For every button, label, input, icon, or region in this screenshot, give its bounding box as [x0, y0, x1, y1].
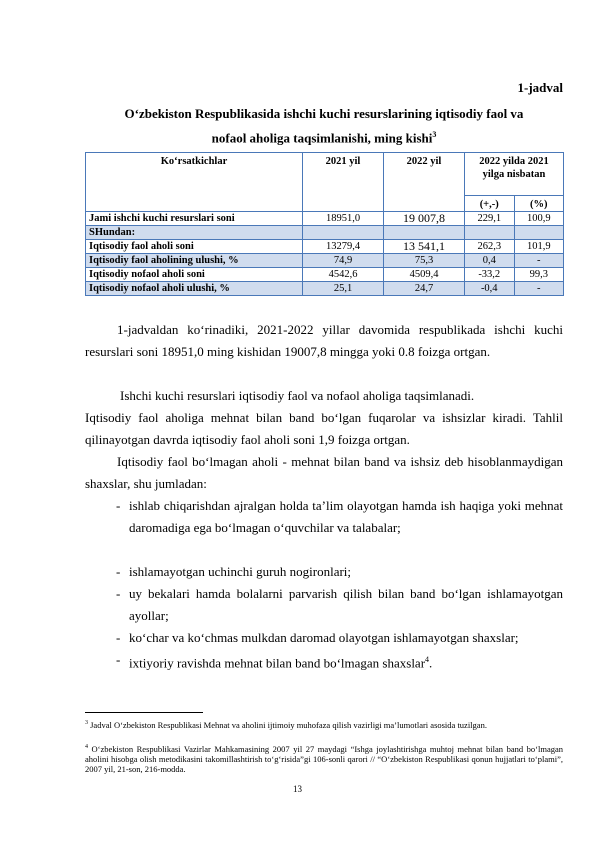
table-title-line1: O‘zbekiston Respublikasida ishchi kuchi resurslarining iqtisodiy faol va — [124, 106, 524, 121]
footnote-ref-3: 3 — [432, 130, 437, 139]
row-name: Iqtisodiy faol aholi soni — [86, 240, 303, 254]
bullet-dash: - — [116, 630, 121, 645]
footnote-4 — [85, 742, 563, 774]
row-2022 — [384, 226, 465, 240]
row-2022: 24,7 — [384, 282, 465, 296]
bullet-item — [129, 495, 563, 539]
row-2021: 25,1 — [303, 282, 384, 296]
row-2021 — [303, 226, 384, 240]
row-percent: 99,3 — [514, 268, 564, 282]
bullet-dash: - — [116, 564, 121, 579]
paragraph-4: Iqtisodiy faol bo‘lmagan aholi - mehnat bilan band va ishsiz deb hisoblanmaydigan shaxslar, shu jumladan: — [85, 454, 563, 491]
row-percent: - — [514, 282, 564, 296]
row-2022: 13 541,1 — [384, 240, 465, 254]
bullet-item — [129, 649, 563, 674]
bullet-dash: - — [116, 586, 121, 601]
footnote-mark: 3 — [85, 720, 88, 726]
bullet-text: ishlab chiqarishdan ajralgan holda ta’lim olayotgan hamda ish haqiga yoki mehnat daromadiga ega bo‘lmagan o‘quvchilar va talabalar; — [129, 498, 563, 535]
footnote-text: Jadval O‘zbekiston Respublikasi Mehnat va aholini ijtimoiy muhofaza qilish vazirligi ma’lumotlari asosida tuzilgan. — [90, 719, 487, 730]
table-label: 1-jadval — [517, 80, 563, 95]
row-diff: 262,3 — [465, 240, 515, 254]
table-row — [86, 212, 564, 226]
header-diff: (+,-) — [465, 196, 515, 212]
row-2022: 4509,4 — [384, 268, 465, 282]
row-name: SHundan: — [86, 226, 303, 240]
page-number: 13 — [293, 784, 302, 794]
table-row — [86, 226, 564, 240]
row-name: Iqtisodiy nofaol aholi ulushi, % — [86, 282, 303, 296]
row-diff: -0,4 — [465, 282, 515, 296]
row-percent: - — [514, 254, 564, 268]
header-2022: 2022 yil — [384, 153, 465, 212]
bullet-item: ishlamayotgan uchinchi guruh nogironlari; — [129, 564, 352, 579]
paragraph-3: Iqtisodiy faol aholiga mehnat bilan band bo‘lgan fuqarolar va ishsizlar kiradi. Tahlil qilinayotgan davrda iqtisodiy faol aholi soni 1,9 foizga ortgan. — [85, 410, 563, 447]
row-2021: 13279,4 — [303, 240, 384, 254]
header-comparison: 2022 yilda 2021 yilga nisbatan — [465, 153, 564, 196]
footnote-text: O‘zbekiston Respublikasi Vazirlar Mahkamasining 2007 yil 27 maydagi “Ishga joylashtirishga muhtoj mehnat bilan band bo‘lmagan aholini hisobga olish metodikasini takomillashtirish to‘g‘risida”gi 106-sonli qarori // “O‘zbekiston Respublikasi qonun hujjatlari to‘plami”, 2007 yil, 21-son, 216-modda. — [85, 743, 564, 774]
paragraph-1: 1-jadvaldan ko‘rinadiki, 2021-2022 yillar davomida respublikada ishchi kuchi resurslari soni 18951,0 ming kishidan 19007,8 mingga yoki 0.8 foizga ortgan. — [85, 322, 563, 359]
table-header-row — [86, 153, 564, 196]
footnote-3 — [85, 718, 563, 730]
row-2021: 18951,0 — [303, 212, 384, 226]
row-2022: 75,3 — [384, 254, 465, 268]
footnote-mark: 4 — [85, 744, 88, 750]
data-table — [85, 152, 564, 296]
row-name: Iqtisodiy nofaol aholi soni — [86, 268, 303, 282]
row-diff: 0,4 — [465, 254, 515, 268]
row-name: Jami ishchi kuchi resurslari soni — [86, 212, 303, 226]
bullet-dash: - — [116, 498, 121, 513]
row-name: Iqtisodiy faol aholining ulushi, % — [86, 254, 303, 268]
bullet-text: ixtiyoriy ravishda mehnat bilan band bo‘lmagan shaxslar — [129, 655, 426, 671]
row-percent: 100,9 — [514, 212, 564, 226]
footnote-divider — [85, 712, 203, 713]
header-indicators: Ko‘rsatkichlar — [86, 153, 303, 212]
header-percent: (%) — [514, 196, 564, 212]
table-row — [86, 268, 564, 282]
row-diff — [465, 226, 515, 240]
row-diff: 229,1 — [465, 212, 515, 226]
bullet-item: uy bekalari hamda bolalarni parvarish qilish bilan band bo‘lgan ishlamayotgan ayollar; — [129, 586, 563, 623]
bullet-item: ko‘char va ko‘chmas mulkdan daromad olayotgan ishlamayotgan shaxslar; — [129, 630, 519, 645]
row-diff: -33,2 — [465, 268, 515, 282]
row-2022: 19 007,8 — [384, 212, 465, 226]
row-percent — [514, 226, 564, 240]
table-row — [86, 240, 564, 254]
paragraph-2: Ishchi kuchi resurslari iqtisodiy faol va nofaol aholiga taqsimlanadi. — [120, 388, 475, 403]
bullet-dash: - — [116, 652, 121, 667]
row-2021: 74,9 — [303, 254, 384, 268]
bullet-end: . — [429, 655, 433, 671]
footnote-ref-4: 4 — [425, 655, 430, 664]
row-2021: 4542,6 — [303, 268, 384, 282]
row-percent: 101,9 — [514, 240, 564, 254]
table-title-line2: nofaol aholiga taqsimlanishi, ming kishi$^3$ — [211, 130, 437, 146]
header-2021: 2021 yil — [303, 153, 384, 212]
table-row — [86, 282, 564, 296]
table-row — [86, 254, 564, 268]
